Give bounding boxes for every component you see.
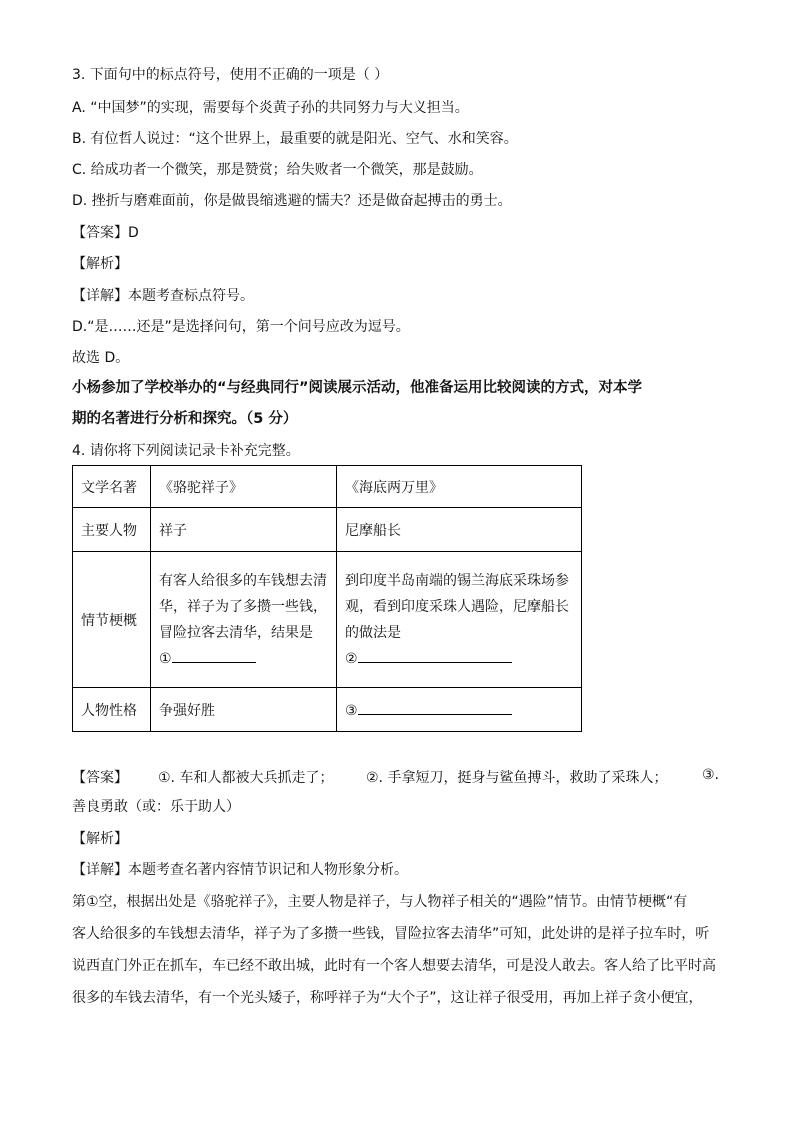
cell-line: 观，看到印度采珠人遇险，尼摩船长 <box>345 598 569 615</box>
detail-text: 【详解】本题考查名著内容情节识记和人物形象分析。 <box>72 862 408 878</box>
analysis-paragraph-line: 说西直门外正在抓车，车已经不敢出城，此时有一个客人想要去清华，可是没人敢去。客人给了比平时高 <box>72 958 716 974</box>
blank-marker: ② <box>345 650 358 667</box>
analysis-label: 【解析】 <box>72 831 128 847</box>
intro-line-2: 期的名著进行分析和探究。（5 分） <box>72 411 298 427</box>
table-cell: 尼摩船长 <box>337 508 582 552</box>
table-cell: 争强好胜 <box>151 688 337 732</box>
table-cell: 《海底两万里》 <box>337 466 582 508</box>
table-cell <box>337 552 582 688</box>
choose-text: 故选 D。 <box>72 350 130 366</box>
answer-3-text: 善良勇敢（或：乐于助人） <box>72 799 240 815</box>
analysis-paragraph-line: 第①空，根据出处是《骆驼祥子》，主要人物是祥子，与人物祥子相关的“遇险”情节。由情节梗概“有 <box>72 894 688 910</box>
table-cell: 人物性格 <box>73 688 151 732</box>
option-d: D. 挫折与磨难面前，你是做畏缩逃避的懦夫？还是做奋起搏击的勇士。 <box>72 193 512 209</box>
analysis-paragraph-line: 客人给很多的车钱想去清华，祥子为了多攒一些钱，冒险拉客去清华”可知，此处讲的是祥子拉车时，听 <box>72 926 710 942</box>
question-4-stem: 4. 请你将下列阅读记录卡补充完整。 <box>72 443 300 459</box>
option-b: B. 有位哲人说过：“这个世界上，最重要的就是阳光、空气、水和笑容。 <box>72 131 518 147</box>
cell-line: 的做法是 <box>345 624 401 641</box>
table-cell: 《骆驼祥子》 <box>151 466 337 508</box>
cell-line: 冒险拉客去清华，结果是 <box>159 624 313 641</box>
table-cell <box>151 552 337 688</box>
cell-line: 到印度半岛南端的锡兰海底采珠场参 <box>345 572 569 589</box>
fill-blank-2 <box>358 648 512 663</box>
cell-line: 华，祥子为了多攒一些钱， <box>159 598 327 615</box>
answer-3: ③. <box>702 767 720 783</box>
answer-label: 【答案】 <box>72 770 128 786</box>
analysis-paragraph-line: 很多的车钱去清华，有一个光头矮子，称呼祥子为“大个子”，这让祥子很受用，再加上祥子贪小便宜， <box>72 990 703 1006</box>
detail-text: 【详解】本题考查标点符号。 <box>72 288 254 304</box>
table-row <box>73 552 582 688</box>
blank-marker: ③ <box>345 703 358 719</box>
fill-blank-3 <box>358 700 512 715</box>
question-stem: 3. 下面句中的标点符号，使用不正确的一项是（ ） <box>72 67 389 83</box>
answer-1: ①. 车和人都被大兵抓走了； <box>158 770 334 786</box>
table-cell <box>337 688 582 732</box>
table-cell: 文学名著 <box>73 466 151 508</box>
detail-option-d: D.“是……还是”是选择问句，第一个问号应改为逗号。 <box>72 319 410 335</box>
cell-line: 有客人给很多的车钱想去清 <box>159 572 327 589</box>
option-a: A. “中国梦”的实现，需要每个炎黄子孙的共同努力与大义担当。 <box>72 100 469 116</box>
intro-line-1: 小杨参加了学校举办的“与经典同行”阅读展示活动，他准备运用比较阅读的方式，对本学 <box>72 380 643 396</box>
table-cell: 主要人物 <box>73 508 151 552</box>
option-c: C. 给成功者一个微笑，那是赞赏；给失败者一个微笑，那是鼓励。 <box>72 162 483 178</box>
analysis-label: 【解析】 <box>72 256 128 272</box>
table-cell: 情节梗概 <box>73 552 151 688</box>
reading-record-card <box>72 465 582 732</box>
answer-label: 【答案】D <box>72 225 139 241</box>
table-row <box>73 466 582 508</box>
table-row <box>73 508 582 552</box>
fill-blank-1 <box>172 648 256 663</box>
answer-2: ②. 手拿短刀，挺身与鲨鱼搏斗，救助了采珠人； <box>366 770 668 786</box>
blank-marker: ① <box>159 650 172 667</box>
table-cell: 祥子 <box>151 508 337 552</box>
table-row <box>73 688 582 732</box>
